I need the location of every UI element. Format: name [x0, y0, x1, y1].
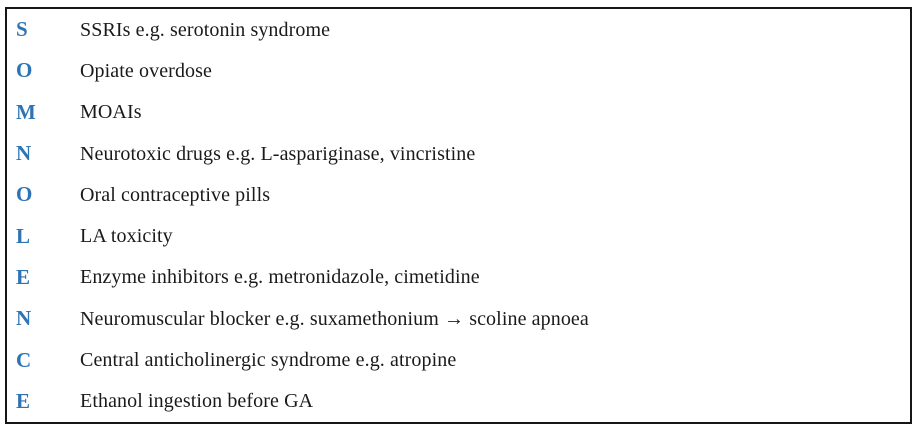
mnemonic-description: MOAIs — [80, 101, 142, 124]
mnemonic-row — [7, 9, 910, 50]
mnemonic-description: Central anticholinergic syndrome e.g. atropine — [80, 349, 457, 372]
mnemonic-description: Enzyme inhibitors e.g. metronidazole, cimetidine — [80, 266, 480, 289]
mnemonic-row — [7, 381, 910, 422]
mnemonic-row — [7, 257, 910, 298]
mnemonic-letter: L — [16, 223, 31, 248]
mnemonic-row — [7, 50, 910, 91]
mnemonic-letter: N — [16, 141, 32, 166]
mnemonic-letter: O — [16, 58, 33, 83]
mnemonic-description: Opiate overdose — [80, 59, 213, 82]
mnemonic-description: Ethanol ingestion before GA — [80, 390, 314, 413]
mnemonic-letter: E — [16, 388, 31, 413]
mnemonic-row — [7, 339, 910, 380]
mnemonic-row — [7, 298, 910, 339]
mnemonic-description: Oral contraceptive pills — [80, 183, 271, 206]
mnemonic-row — [7, 174, 910, 215]
mnemonic-row — [7, 215, 910, 256]
mnemonic-row — [7, 133, 910, 174]
mnemonic-description: Neuromuscular blocker e.g. suxamethonium → scoline apnoea — [80, 307, 589, 330]
mnemonic-letter: C — [16, 347, 32, 372]
mnemonic-letter: E — [16, 264, 31, 289]
mnemonic-description: LA toxicity — [80, 225, 173, 248]
mnemonic-table — [5, 7, 912, 424]
mnemonic-description: Neurotoxic drugs e.g. L-aspariginase, vincristine — [80, 142, 476, 165]
mnemonic-letter: O — [16, 182, 33, 207]
mnemonic-letter: S — [16, 17, 28, 42]
mnemonic-letter: N — [16, 306, 32, 331]
mnemonic-row — [7, 92, 910, 133]
mnemonic-description: SSRIs e.g. serotonin syndrome — [80, 18, 331, 41]
mnemonic-letter: M — [16, 99, 36, 124]
